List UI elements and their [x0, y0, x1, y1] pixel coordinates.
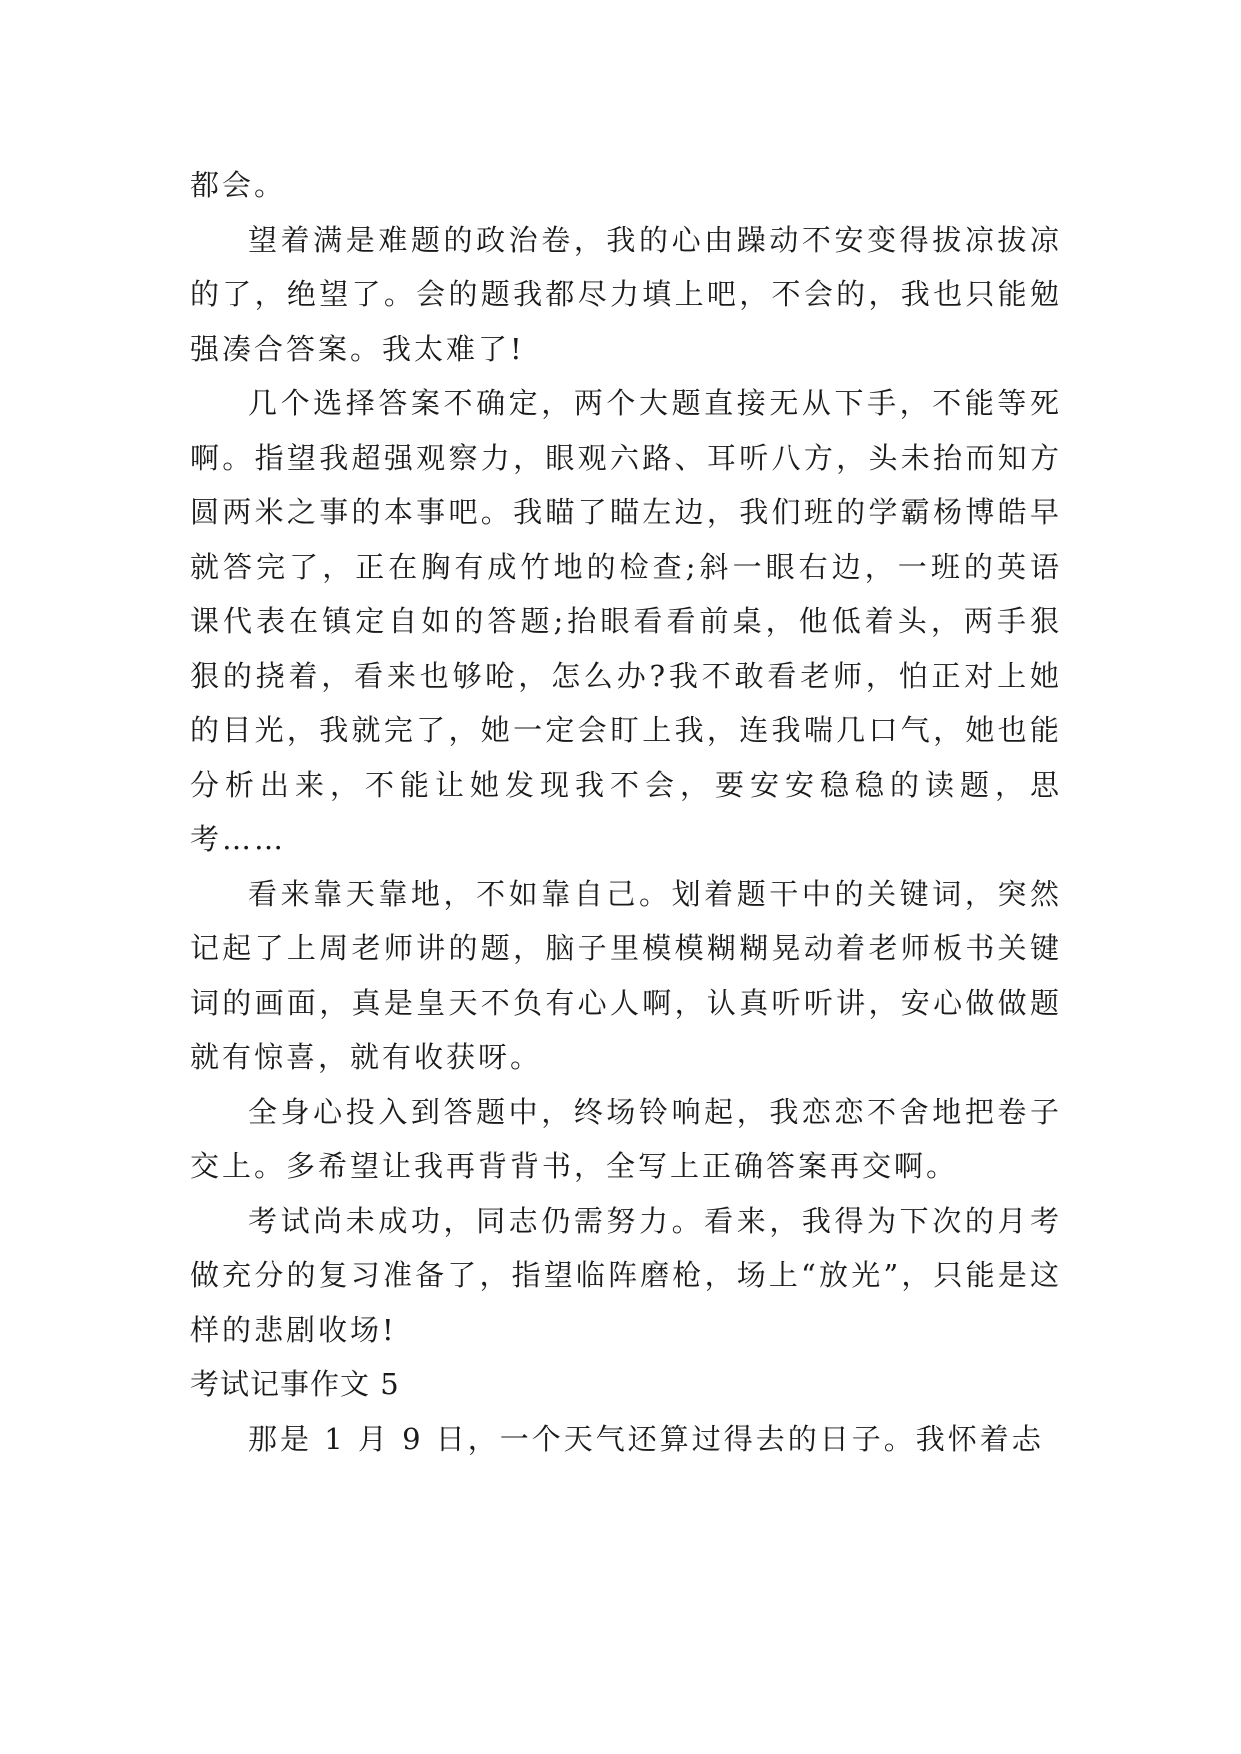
paragraph: 那是 1 月 9 日，一个天气还算过得去的日子。我怀着忐	[248, 1421, 1044, 1456]
document-body	[190, 158, 1062, 1466]
paragraph: 几个选择答案不确定，两个大题直接无从下手，不能等死啊。指望我超强观察力，眼观六路、耳听八方，头未抬而知方圆两米之事的本事吧。我瞄了瞄左边，我们班的学霸杨博皓早就答完了，正在胸有成竹地的检查;斜一眼右边，一班的英语课代表在镇定自如的答题;抬眼看看前桌，他低着头，两手狠狠的挠着，看来也够呛，怎么办?我不敢看老师，怕正对上她的目光，我就完了，她一定会盯上我，连我喘几口气，她也能分析出来，不能让她发现我不会，要安安稳稳的读题，思考……	[190, 386, 1062, 856]
paragraph: 望着满是难题的政治卷，我的心由躁动不安变得拔凉拔凉的了，绝望了。会的题我都尽力填上吧，不会的，我也只能勉强凑合答案。我太难了!	[190, 222, 1062, 366]
section-heading: 考试记事作文 5	[190, 1367, 400, 1401]
paragraph: 都会。	[190, 168, 287, 202]
paragraph: 考试尚未成功，同志仍需努力。看来，我得为下次的月考做充分的复习准备了，指望临阵磨枪，场上“放光”，只能是这样的悲剧收场!	[190, 1203, 1062, 1347]
paragraph: 全身心投入到答题中，终场铃响起，我恋恋不舍地把卷子交上。多希望让我再背背书，全写上正确答案再交啊。	[190, 1094, 1062, 1183]
paragraph: 看来靠天靠地，不如靠自己。划着题干中的关键词，突然记起了上周老师讲的题，脑子里模模糊糊晃动着老师板书关键词的画面，真是皇天不负有心人啊，认真听听讲，安心做做题就有惊喜，就有收获呀。	[190, 876, 1062, 1074]
